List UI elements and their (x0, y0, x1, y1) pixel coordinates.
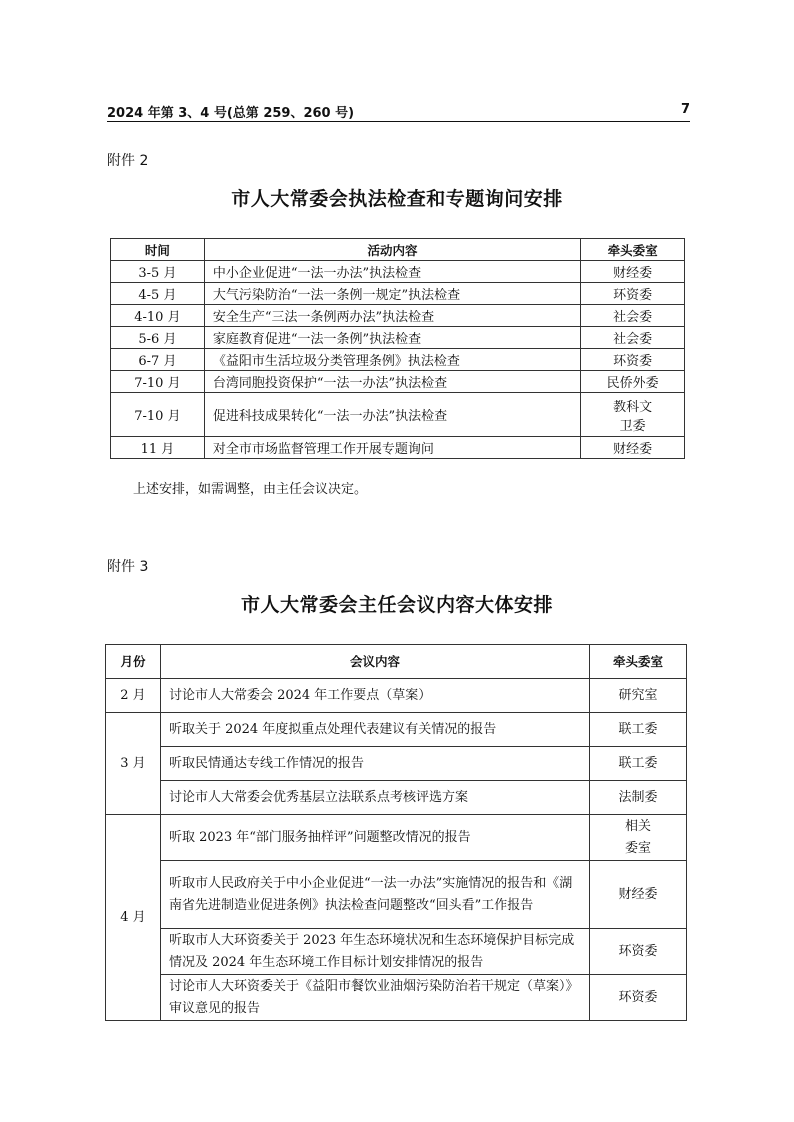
activity-cell: 家庭教育促进“一法一条例”执法检查 (204, 327, 580, 349)
content-cell: 听取 2023 年“部门服务抽样评”问题整改情况的报告 (160, 815, 589, 861)
lead-line-2: 委室 (625, 840, 652, 856)
lead-cell: 环资委 (590, 929, 687, 975)
table-row (111, 261, 685, 283)
time-cell: 4-10 月 (111, 305, 205, 327)
content-cell: 听取市人大环资委关于 2023 年生态环境状况和生态环境保护目标完成情况及 2024 年生态环境工作目标计划安排情况的报告 (160, 929, 589, 975)
lead-cell: 法制委 (590, 781, 687, 815)
table-row (106, 861, 687, 929)
activity-cell: 《益阳市生活垃圾分类管理条例》执法检查 (204, 349, 580, 371)
lead-cell: 环资委 (581, 349, 685, 371)
time-cell: 7-10 月 (111, 371, 205, 393)
table-row (106, 747, 687, 781)
lead-cell: 财经委 (581, 437, 685, 459)
time-cell: 4-5 月 (111, 283, 205, 305)
lead-cell: 联工委 (590, 747, 687, 781)
page-header (107, 100, 690, 120)
content-cell: 讨论市人大常委会优秀基层立法联系点考核评选方案 (160, 781, 589, 815)
column-header-lead: 牵头委室 (590, 645, 687, 679)
content-cell: 听取民情通达专线工作情况的报告 (160, 747, 589, 781)
content-cell: 讨论市人大常委会 2024 年工作要点（草案） (160, 679, 589, 713)
time-cell: 3-5 月 (111, 261, 205, 283)
table-header-row (111, 239, 685, 261)
lead-cell (581, 393, 685, 437)
table-row (111, 283, 685, 305)
activity-cell: 促进科技成果转化“一法一办法”执法检查 (204, 393, 580, 437)
table-row (106, 713, 687, 747)
annex3-title: 市人大常委会主任会议内容大体安排 (240, 594, 553, 616)
lead-cell: 财经委 (581, 261, 685, 283)
table-row (111, 327, 685, 349)
table-row (111, 371, 685, 393)
lead-cell: 研究室 (590, 679, 687, 713)
month-cell: 4 月 (106, 815, 161, 1021)
annex2-label: 附件 2 (107, 153, 149, 169)
lead-cell: 社会委 (581, 327, 685, 349)
lead-line-1: 相关 (625, 818, 652, 834)
meeting-schedule-table (105, 644, 687, 1021)
inspection-schedule-table (110, 238, 685, 459)
column-header-month: 月份 (106, 645, 161, 679)
table-header-row (106, 645, 687, 679)
time-cell: 5-6 月 (111, 327, 205, 349)
table-row (111, 349, 685, 371)
month-cell: 3 月 (106, 713, 161, 815)
content-cell: 听取市人民政府关于中小企业促进“一法一办法”实施情况的报告和《湖南省先进制造业促进条例》执法检查问题整改“回头看”工作报告 (160, 861, 589, 929)
activity-cell: 安全生产“三法一条例两办法”执法检查 (204, 305, 580, 327)
lead-cell: 环资委 (581, 283, 685, 305)
table-row (106, 679, 687, 713)
lead-line-2: 卫委 (619, 418, 646, 434)
column-header-content: 会议内容 (160, 645, 589, 679)
content-cell: 听取关于 2024 年度拟重点处理代表建议有关情况的报告 (160, 713, 589, 747)
lead-cell: 联工委 (590, 713, 687, 747)
table-row (111, 305, 685, 327)
lead-cell: 民侨外委 (581, 371, 685, 393)
table-row (106, 929, 687, 975)
column-header-time: 时间 (111, 239, 205, 261)
table-row (106, 815, 687, 861)
annex3-label: 附件 3 (107, 559, 149, 575)
page-number: 7 (680, 102, 690, 117)
column-header-lead: 牵头委室 (581, 239, 685, 261)
lead-cell (590, 815, 687, 861)
time-cell: 6-7 月 (111, 349, 205, 371)
issue-info: 2024 年第 3、4 号(总第 259、260 号) (107, 106, 355, 121)
lead-line-1: 教科文 (613, 399, 653, 415)
activity-cell: 中小企业促进“一法一办法”执法检查 (204, 261, 580, 283)
table-row (106, 975, 687, 1021)
month-cell: 2 月 (106, 679, 161, 713)
table-row (111, 437, 685, 459)
content-cell: 讨论市人大环资委关于《益阳市餐饮业油烟污染防治若干规定（草案）》审议意见的报告 (160, 975, 589, 1021)
activity-cell: 大气污染防治“一法一条例一规定”执法检查 (204, 283, 580, 305)
lead-cell: 社会委 (581, 305, 685, 327)
lead-cell: 财经委 (590, 861, 687, 929)
column-header-activity: 活动内容 (204, 239, 580, 261)
time-cell: 11 月 (111, 437, 205, 459)
annex2-title: 市人大常委会执法检查和专题询问安排 (231, 188, 563, 210)
activity-cell: 对全市市场监督管理工作开展专题询问 (204, 437, 580, 459)
time-cell: 7-10 月 (111, 393, 205, 437)
table-row (106, 781, 687, 815)
adjustment-note: 上述安排，如需调整，由主任会议决定。 (133, 482, 368, 497)
lead-cell: 环资委 (590, 975, 687, 1021)
table-row (111, 393, 685, 437)
activity-cell: 台湾同胞投资保护“一法一办法”执法检查 (204, 371, 580, 393)
header-rule (107, 121, 690, 122)
